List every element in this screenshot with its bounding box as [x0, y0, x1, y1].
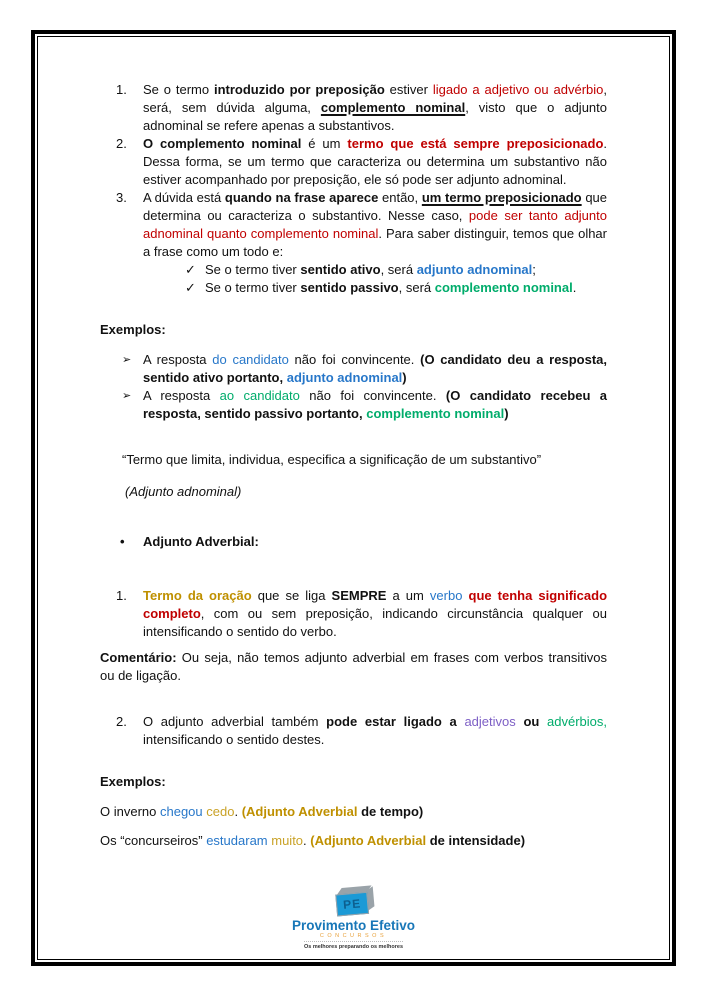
- text-content: [143, 351, 607, 387]
- brand-initials: PE: [342, 896, 362, 912]
- text-segment: intensificando o sentido destes.: [143, 732, 325, 747]
- text-segment: complemento nominal: [434, 280, 573, 295]
- text-content: [143, 587, 607, 641]
- text-segment: A dúvida está: [143, 190, 225, 205]
- numbered-item: [100, 189, 607, 261]
- text-segment: Adjunto Adverbial:: [143, 534, 259, 549]
- text-segment: O complemento nominal: [143, 136, 302, 151]
- text-content: [205, 261, 607, 279]
- check-icon: ✓: [185, 262, 196, 277]
- text-segment: introduzido por preposição: [213, 82, 385, 97]
- text-content: [125, 483, 607, 501]
- text-segment: . Para saber distinguir, temos que olhar a frase como um todo e:: [143, 226, 607, 259]
- text-segment: Exemplos:: [100, 774, 166, 789]
- text-segment: ): [504, 406, 509, 421]
- item-number: 2.: [116, 136, 127, 151]
- text-segment: pode estar ligado a: [326, 714, 465, 729]
- text-segment: adjetivos: [464, 714, 516, 729]
- text-segment: não foi convincente.: [288, 352, 421, 367]
- text-segment: que se liga: [251, 588, 332, 603]
- text-segment: quando na frase aparece: [224, 190, 379, 205]
- cube-front-face: [335, 892, 369, 917]
- example-line: [100, 832, 607, 850]
- quote-line: [122, 451, 607, 469]
- text-segment: ou: [523, 714, 540, 729]
- text-content: [143, 533, 607, 551]
- text-segment: , será: [380, 262, 417, 277]
- text-segment: estudaram: [206, 833, 268, 848]
- section-heading: [100, 321, 607, 339]
- text-segment: (Adjunto Adverbial: [310, 833, 427, 848]
- text-segment: então,: [378, 190, 422, 205]
- text-segment: .: [572, 280, 577, 295]
- text-content: [100, 833, 525, 848]
- arrow-item: [122, 351, 607, 387]
- text-segment: [539, 714, 547, 729]
- arrow-item: [122, 387, 607, 423]
- text-segment: que determina ou caracteriza o substantivo. Nesse caso,: [143, 190, 608, 223]
- numbered-item: [100, 81, 607, 135]
- bullet-heading: [120, 533, 607, 551]
- text-segment: (O candidato deu a resposta, sentido ativo portanto,: [143, 352, 607, 385]
- text-segment: do candidato: [212, 352, 289, 367]
- text-segment: estiver: [384, 82, 433, 97]
- text-content: [143, 135, 607, 189]
- item-number: 2.: [116, 714, 127, 729]
- text-segment: cedo: [206, 804, 235, 819]
- brand-tagline: Os melhores preparando os melhores: [304, 941, 403, 951]
- item-number: 1.: [116, 82, 127, 97]
- numbered-item-2: [100, 713, 607, 749]
- brand-name: Provimento Efetivo: [291, 918, 416, 933]
- text-segment: termo que está sempre preposicionado: [347, 136, 604, 151]
- arrow-icon: ➢: [122, 390, 132, 402]
- text-segment: não foi convincente.: [299, 388, 446, 403]
- text-content: [100, 804, 423, 819]
- item-number: 3.: [116, 190, 127, 205]
- text-segment: Ou seja, não temos adjunto adverbial em frases com verbos transitivos ou de ligação.: [100, 650, 607, 683]
- text-segment: Comentário:: [100, 650, 177, 665]
- text-segment: de tempo): [357, 804, 424, 819]
- example-line: [100, 803, 607, 821]
- text-segment: .: [234, 804, 242, 819]
- document-body: [38, 37, 669, 959]
- text-segment: advérbios,: [547, 714, 607, 729]
- text-segment: adjunto adnominal: [416, 262, 533, 277]
- text-segment: Termo da oração: [143, 588, 252, 603]
- text-segment: Se o termo: [143, 82, 214, 97]
- text-segment: adjunto adnominal: [286, 370, 403, 385]
- text-segment: de intensidade): [426, 833, 526, 848]
- text-segment: O adjunto adverbial também: [143, 714, 327, 729]
- text-segment: SEMPRE: [331, 588, 387, 603]
- text-segment: (Adjunto adnominal): [125, 484, 242, 499]
- text-segment: (Adjunto Adverbial: [241, 804, 358, 819]
- text-segment: “Termo que limita, individua, especifica a significação de um substantivo”: [122, 452, 542, 467]
- numbered-item-2: [100, 587, 607, 641]
- text-segment: ligado a adjetivo ou advérbio: [432, 82, 604, 97]
- text-content: [122, 451, 607, 469]
- check-item: [185, 279, 607, 297]
- text-segment: Se o termo tiver: [205, 262, 301, 277]
- text-content: [205, 279, 607, 297]
- check-item: [185, 261, 607, 279]
- text-segment: ;: [532, 262, 536, 277]
- text-segment: A resposta: [143, 388, 220, 403]
- text-segment: . Dessa forma, se um termo que caracteriza ou determina um substantivo não estiver acompanhado por preposição, ele só pode ser adjunto adnominal.: [143, 136, 608, 187]
- text-content: [143, 81, 607, 135]
- text-segment: é um: [301, 136, 348, 151]
- text-segment: , com ou sem preposição, indicando circunstância qualquer ou intensificando o sentido do verbo.: [143, 606, 607, 639]
- arrow-icon: ➢: [122, 354, 132, 366]
- text-segment: sentido passivo: [300, 280, 399, 295]
- check-icon: ✓: [185, 280, 196, 295]
- text-segment: ): [402, 370, 407, 385]
- text-segment: um termo preposicionado: [421, 190, 582, 205]
- footer-logo: [38, 887, 669, 951]
- text-segment: , visto que o adjunto adnominal se refere apenas a substantivos.: [143, 100, 608, 133]
- page-frame: [31, 30, 676, 966]
- text-segment: ao candidato: [219, 388, 300, 403]
- section-heading: [100, 773, 607, 791]
- item-number: 1.: [116, 588, 127, 603]
- brand-cube-icon: [332, 885, 374, 918]
- text-segment: a um: [386, 588, 430, 603]
- text-segment: verbo: [429, 588, 463, 603]
- page-frame-inner: [37, 36, 670, 960]
- text-content: [100, 650, 607, 683]
- text-content: [100, 321, 607, 339]
- text-segment: (O candidato recebeu a resposta, sentido passivo portanto,: [143, 388, 608, 421]
- numbered-item: [100, 135, 607, 189]
- text-content: [143, 387, 607, 423]
- text-segment: complemento nominal: [320, 100, 466, 115]
- text-segment: , será, sem dúvida alguma,: [143, 82, 608, 115]
- text-segment: , será: [398, 280, 435, 295]
- text-content: [100, 773, 607, 791]
- brand-subtitle: CONCURSOS: [319, 933, 388, 939]
- text-segment: O inverno: [100, 804, 160, 819]
- bullet-icon: •: [120, 534, 125, 549]
- text-segment: muito: [271, 833, 304, 848]
- text-segment: A resposta: [143, 352, 213, 367]
- text-segment: .: [303, 833, 311, 848]
- text-segment: Se o termo tiver: [205, 280, 301, 295]
- text-content: [143, 713, 607, 749]
- text-segment: pode ser tanto adjunto adnominal quanto complemento nominal: [143, 208, 607, 241]
- text-segment: complemento nominal: [366, 406, 505, 421]
- text-segment: Exemplos:: [100, 322, 166, 337]
- text-segment: chegou: [159, 804, 203, 819]
- quote-caption: [125, 483, 607, 501]
- text-segment: Os “concurseiros”: [100, 833, 207, 848]
- text-segment: que tenha significado completo: [143, 588, 608, 621]
- text-content: [143, 189, 607, 261]
- text-flow: [100, 81, 607, 850]
- text-segment: sentido ativo: [300, 262, 381, 277]
- paragraph: [100, 649, 607, 685]
